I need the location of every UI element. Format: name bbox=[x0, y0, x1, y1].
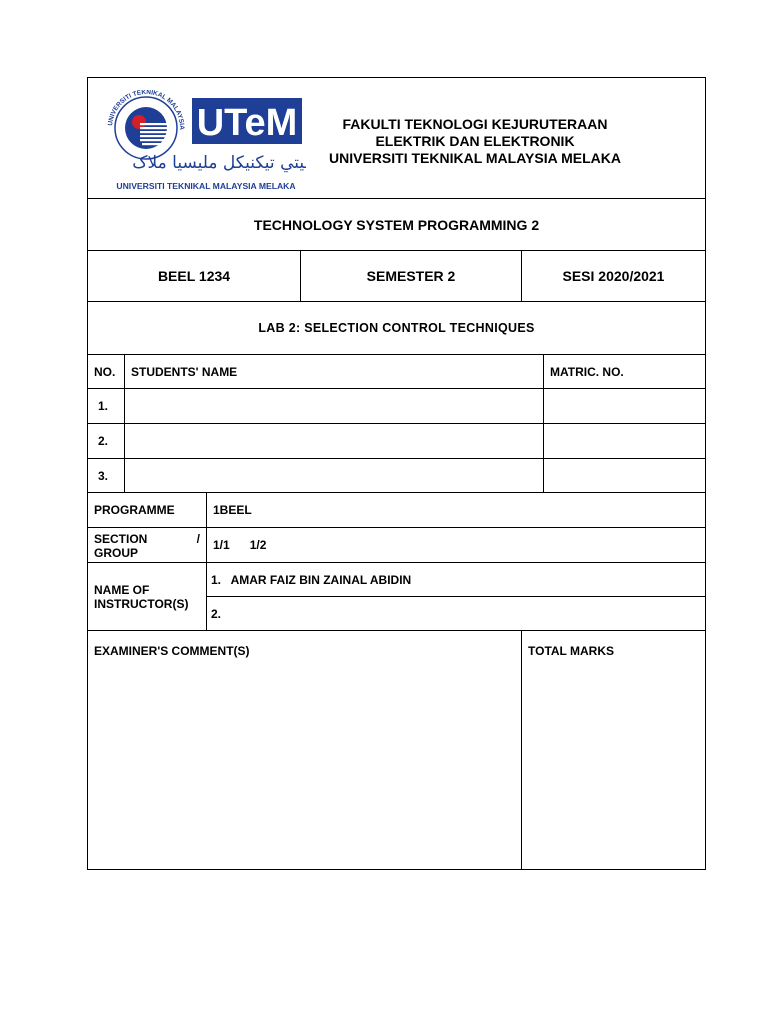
lab-title: LAB 2: SELECTION CONTROL TECHNIQUES bbox=[258, 321, 535, 335]
section-label-text: SECTION bbox=[94, 532, 148, 546]
students-header-row bbox=[88, 355, 705, 389]
logo-wordmark: UTeM bbox=[196, 102, 298, 144]
course-title: TECHNOLOGY SYSTEM PROGRAMMING 2 bbox=[253, 216, 540, 233]
instructor-label-line-2: INSTRUCTOR(S) bbox=[94, 596, 189, 611]
programme-value: 1BEEL bbox=[213, 503, 252, 517]
row-number: 3. bbox=[88, 459, 125, 492]
university-name: UNIVERSITI TEKNIKAL MALAYSIA MELAKA bbox=[329, 150, 621, 166]
faculty-line-1: FAKULTI TEKNOLOGI KEJURUTERAAN bbox=[342, 116, 608, 132]
faculty-line-2: ELEKTRIK DAN ELEKTRONIK bbox=[375, 133, 575, 149]
matric-no-field[interactable] bbox=[544, 424, 705, 458]
examiner-comments-label: EXAMINER'S COMMENT(S) bbox=[94, 644, 250, 658]
utem-logo-icon bbox=[106, 90, 306, 194]
section-row bbox=[88, 528, 705, 563]
programme-row bbox=[88, 493, 705, 528]
utem-logo bbox=[106, 90, 306, 194]
section-value-2: 1/2 bbox=[249, 538, 267, 552]
course-title-row bbox=[88, 199, 705, 251]
student-name-field[interactable] bbox=[125, 389, 544, 423]
col-no-header: NO. bbox=[88, 355, 125, 388]
assessment-section bbox=[88, 631, 705, 869]
lab-cover-form bbox=[87, 77, 706, 870]
instructor-row bbox=[88, 563, 705, 631]
faculty-heading bbox=[310, 116, 640, 167]
instructor-label bbox=[88, 563, 207, 630]
lab-title-row bbox=[88, 302, 705, 355]
section-values bbox=[207, 528, 705, 562]
col-matric-header: MATRIC. NO. bbox=[550, 364, 624, 379]
total-marks-label: TOTAL MARKS bbox=[528, 644, 614, 658]
session: SESI 2020/2021 bbox=[562, 268, 665, 284]
table-row bbox=[88, 389, 705, 424]
examiner-comments-box[interactable] bbox=[88, 631, 522, 869]
row-number: 2. bbox=[88, 424, 125, 458]
header-row bbox=[88, 78, 705, 199]
matric-no-field[interactable] bbox=[544, 389, 705, 423]
section-value-1: 1/1 bbox=[213, 538, 230, 552]
course-code: BEEL 1234 bbox=[88, 251, 301, 301]
programme-label: PROGRAMME bbox=[88, 493, 207, 527]
col-name-header: STUDENTS' NAME bbox=[125, 355, 544, 388]
table-row bbox=[88, 459, 705, 493]
matric-no-field[interactable] bbox=[544, 459, 705, 492]
instructor-1: 1. AMAR FAIZ BIN ZAINAL ABIDIN bbox=[207, 563, 705, 597]
table-row bbox=[88, 424, 705, 459]
section-label-slash: / bbox=[196, 532, 200, 546]
logo-ring-text: UNIVERSITI TEKNIKAL MALAYSIA bbox=[107, 90, 186, 130]
group-label-text: GROUP bbox=[94, 546, 139, 560]
student-name-field[interactable] bbox=[125, 424, 544, 458]
course-info-row bbox=[88, 251, 705, 302]
instructor-2: 2. bbox=[211, 607, 222, 621]
total-marks-box[interactable] bbox=[522, 631, 705, 869]
student-name-field[interactable] bbox=[125, 459, 544, 492]
section-label bbox=[88, 528, 207, 562]
row-number: 1. bbox=[88, 389, 125, 423]
instructor-label-line-1: NAME OF bbox=[94, 582, 150, 597]
semester: SEMESTER 2 bbox=[301, 251, 522, 301]
logo-jawi-text: يتي تيكنيکل مليسيا ملاک bbox=[132, 153, 305, 173]
logo-footer-text: UNIVERSITI TEKNIKAL MALAYSIA MELAKA bbox=[116, 181, 296, 191]
